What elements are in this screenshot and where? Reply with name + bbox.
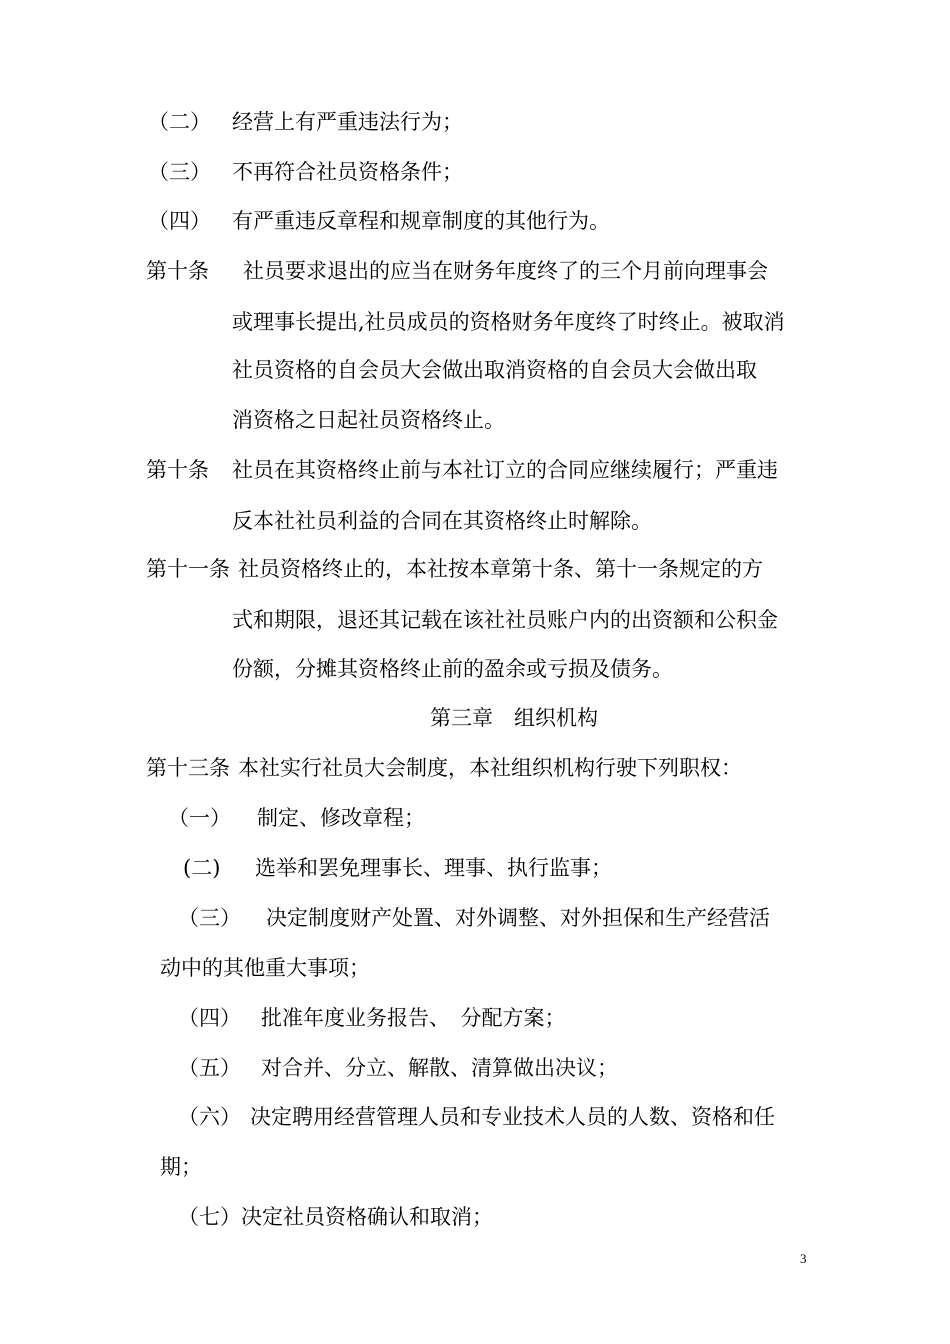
item-marker: （二） — [148, 110, 211, 134]
page-number: 3 — [800, 1251, 807, 1266]
item-text: 期； — [160, 1155, 202, 1179]
article-label: 第十三条 — [146, 756, 230, 780]
item-text: 对合并、分立、解散、清算做出决议； — [261, 1056, 618, 1080]
item-text: 决定聘用经营管理人员和专业技术人员的人数、资格和任 — [250, 1105, 775, 1129]
item-text: 有严重违反章程和规章制度的其他行为。 — [232, 209, 610, 233]
item-marker: （四） — [178, 1006, 241, 1030]
article-line: 社员要求退出的应当在财务年度终了的三个月前向理事会 — [243, 259, 768, 283]
article-line: 式和期限，退还其记载在该社社员账户内的出资额和公积金 — [232, 608, 778, 632]
item-marker: （四） — [148, 209, 211, 233]
article-line: 反本社社员利益的合同在其资格终止时解除。 — [232, 509, 652, 533]
item-text: 不再符合社员资格条件； — [232, 160, 463, 184]
item-text: 动中的其他重大事项； — [160, 956, 370, 980]
chapter-heading: 第三章 组织机构 — [430, 706, 598, 730]
article-label: 第十一条 — [146, 557, 230, 581]
article-line: 社员资格的自会员大会做出取消资格的自会员大会做出取 — [232, 358, 757, 382]
article-line: 消资格之日起社员资格终止。 — [232, 408, 505, 432]
article-label: 第十条 — [146, 458, 209, 482]
article-line: 或理事长提出,社员成员的资格财务年度终了时终止。被取消 — [232, 310, 785, 334]
item-marker: （七） — [178, 1205, 241, 1229]
item-marker: （五） — [178, 1056, 241, 1080]
article-line: 社员资格终止的，本社按本章第十条、第十一条规定的方 — [238, 557, 763, 581]
item-text: 制定、修改章程； — [257, 806, 425, 830]
article-line: 社员在其资格终止前与本社订立的合同应继续履行；严重违 — [232, 458, 778, 482]
item-marker: （一） — [168, 806, 231, 830]
item-marker: （三） — [148, 160, 211, 184]
article-line: 份额，分摊其资格终止前的盈余或亏损及债务。 — [232, 657, 673, 681]
item-text: 决定制度财产处置、对外调整、对外担保和生产经营活 — [266, 906, 770, 930]
article-line: 本社实行社员大会制度，本社组织机构行驶下列职权： — [238, 756, 742, 780]
item-marker: （六） — [178, 1105, 241, 1129]
item-text: 经营上有严重违法行为； — [232, 110, 463, 134]
item-marker: （三） — [178, 906, 241, 930]
item-text: 选举和罢免理事长、理事、执行监事； — [255, 856, 612, 880]
item-text: 决定社员资格确认和取消； — [241, 1205, 493, 1229]
item-marker: (二) — [183, 856, 221, 880]
article-label: 第十条 — [146, 259, 209, 283]
item-text: 批准年度业务报告、 分配方案； — [261, 1006, 566, 1030]
